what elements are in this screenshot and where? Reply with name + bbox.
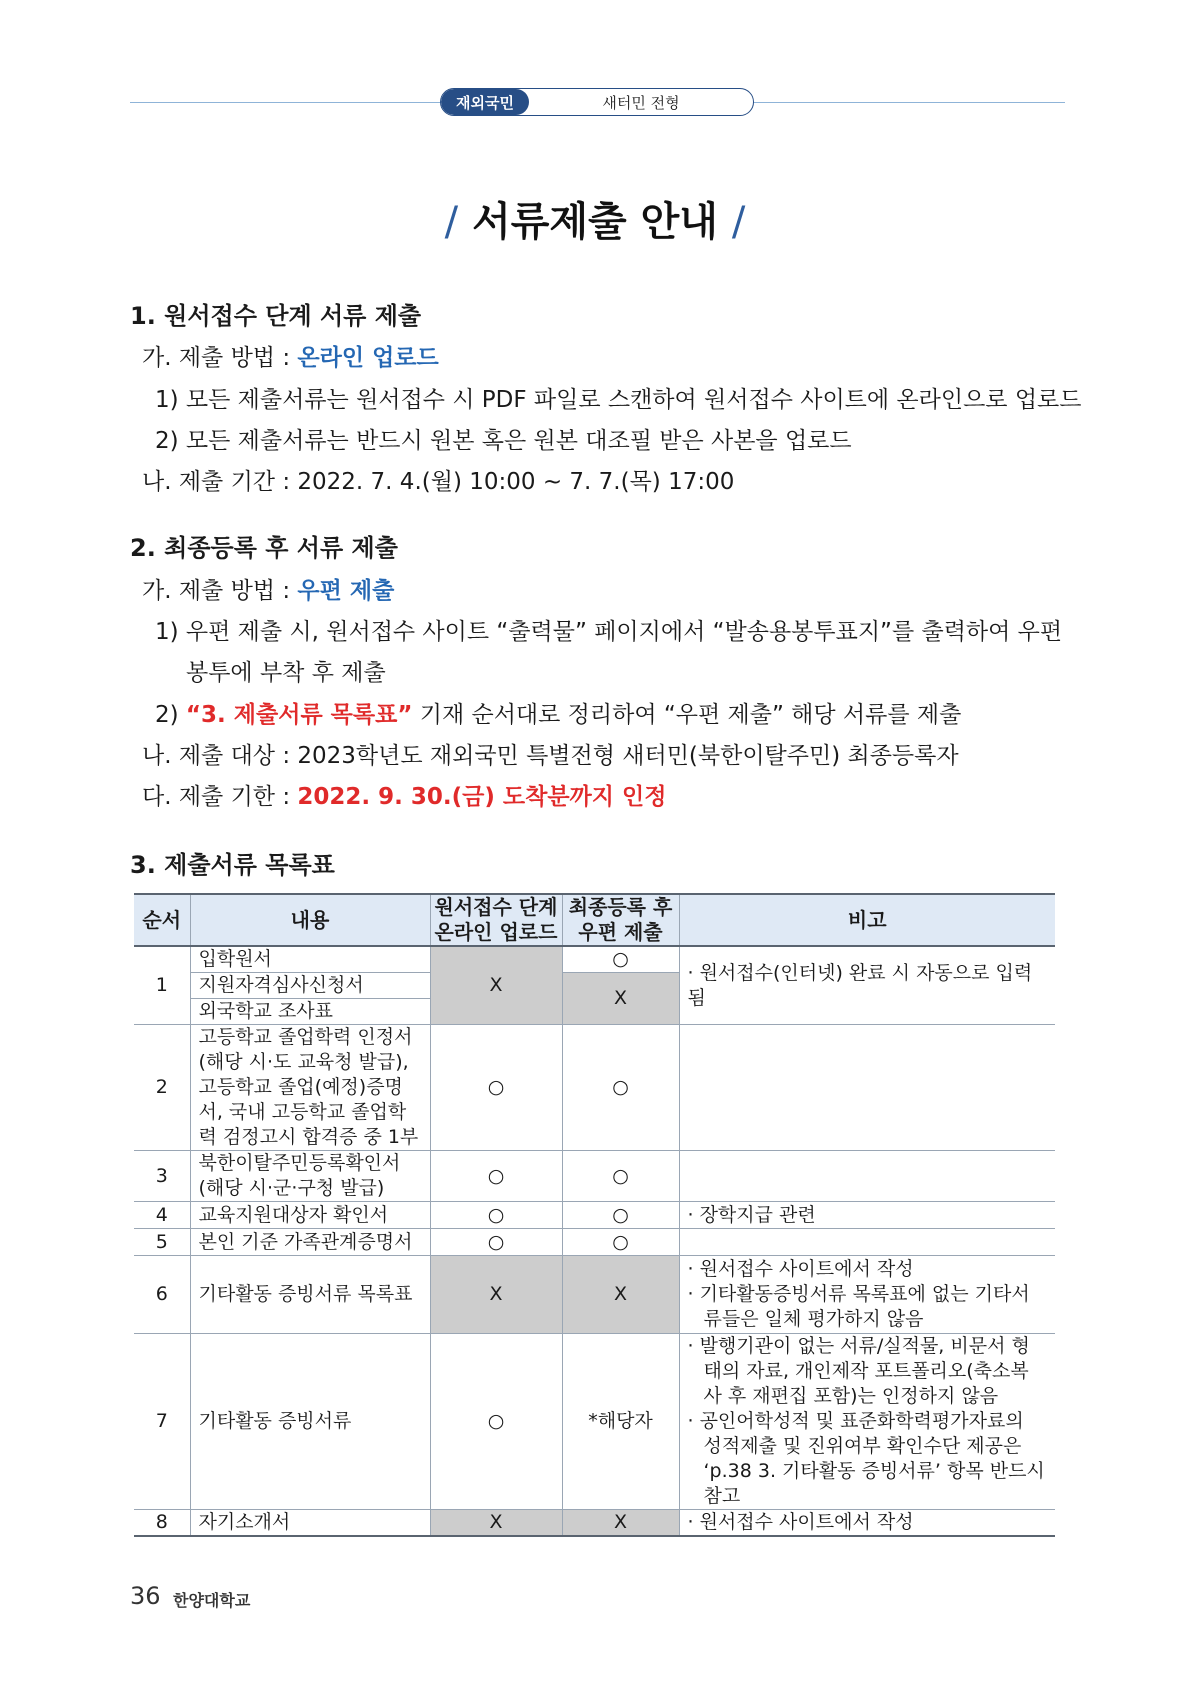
table-row: 4 교육지원대상자 확인서 ○ ○ · 장학지급 관련 — [134, 1202, 1055, 1229]
section2-item1-line1: 1) 우편 제출 시, 원서접수 사이트 “출력물” 페이지에서 “발송용봉투표지”를 출력하여 우편 — [155, 619, 1063, 645]
table-row: 5 본인 기준 가족관계증명서 ○ ○ — [134, 1229, 1055, 1256]
section2-item2: 2) “3. 제출서류 목록표” 기재 순서대로 정리하여 “우편 제출” 해당 서류를 제출 — [155, 702, 962, 728]
university-name: 한양대학교 — [173, 1591, 251, 1610]
section3-heading: 3. 제출서류 목록표 — [130, 851, 335, 879]
documents-table — [134, 893, 1055, 1537]
table-row: 외국학교 조사표 — [134, 999, 1055, 1025]
section2-item1-line2: 봉투에 부착 후 제출 — [186, 660, 386, 686]
section2-heading: 2. 최종등록 후 서류 제출 — [130, 534, 398, 562]
page-number: 36 — [130, 1582, 161, 1610]
table-header-row — [134, 894, 1055, 946]
section1-item2: 2) 모든 제출서류는 반드시 원본 혹은 원본 대조필 받은 사본을 업로드 — [155, 428, 852, 454]
section1-period: 나. 제출 기간 : 2022. 7. 4.(월) 10:00 ~ 7. 7.(목) 17:00 — [142, 469, 735, 495]
table-row: 1 입학원서 X ○ · 원서접수(인터넷) 완료 시 자동으로 입력됨 — [134, 946, 1055, 973]
page-title: / 서류제출 안내 / — [444, 199, 746, 245]
header-post: 최종등록 후 우편 제출 — [562, 894, 679, 946]
header-online: 원서접수 단계 온라인 업로드 — [430, 894, 562, 946]
table-row: 지원자격심사신청서 X — [134, 973, 1055, 999]
section2-target: 나. 제출 대상 : 2023학년도 재외국민 특별전형 새터민(북한이탈주민) 최종등록자 — [142, 743, 959, 769]
section-tag-category: 재외국민 — [441, 89, 529, 115]
table-row: 6 기타활동 증빙서류 목록표 X X · 원서접수 사이트에서 작성 · 기타활동증빙서류 목록표에 없는 기타서류들은 일체 평가하지 않음 — [134, 1256, 1055, 1334]
header-seq: 순서 — [134, 894, 190, 946]
section1-item1: 1) 모든 제출서류는 원서접수 시 PDF 파일로 스캔하여 원서접수 사이트에 온라인으로 업로드 — [155, 387, 1082, 413]
table-row: 3 북한이탈주민등록확인서(해당 시·군·구청 발급) ○ ○ — [134, 1151, 1055, 1202]
section2-deadline: 다. 제출 기한 : 2022. 9. 30.(금) 도착분까지 인정 — [142, 784, 667, 810]
header-content: 내용 — [190, 894, 430, 946]
table-row: 2 고등학교 졸업학력 인정서(해당 시·도 교육청 발급), 고등학교 졸업(예정)증명서, 국내 고등학교 졸업학력 검정고시 합격증 중 1부 ○ ○ — [134, 1025, 1055, 1151]
section2-method: 가. 제출 방법 : 우편 제출 — [142, 578, 395, 604]
table-row: 8 자기소개서 X X · 원서접수 사이트에서 작성 — [134, 1510, 1055, 1537]
section-tag — [440, 88, 754, 116]
section-tag-track: 새터민 전형 — [602, 93, 680, 112]
table-row: 7 기타활동 증빙서류 ○ *해당자 · 발행기관이 없는 서류/실적물, 비문서 형태의 자료, 개인제작 포트폴리오(축소복사 후 재편집 포함)는 인정하지 않음 · 공인어학성적 및 표준화학력평가자료의 성적제출 및 진위여부 확인수단 제공은 ‘p.38 3. 기타활동 증빙서류’ 항목 반드시 참고 — [134, 1334, 1055, 1510]
section1-method: 가. 제출 방법 : 온라인 업로드 — [142, 345, 439, 371]
section1-heading: 1. 원서접수 단계 서류 제출 — [130, 302, 422, 330]
header-note: 비고 — [679, 894, 1055, 946]
